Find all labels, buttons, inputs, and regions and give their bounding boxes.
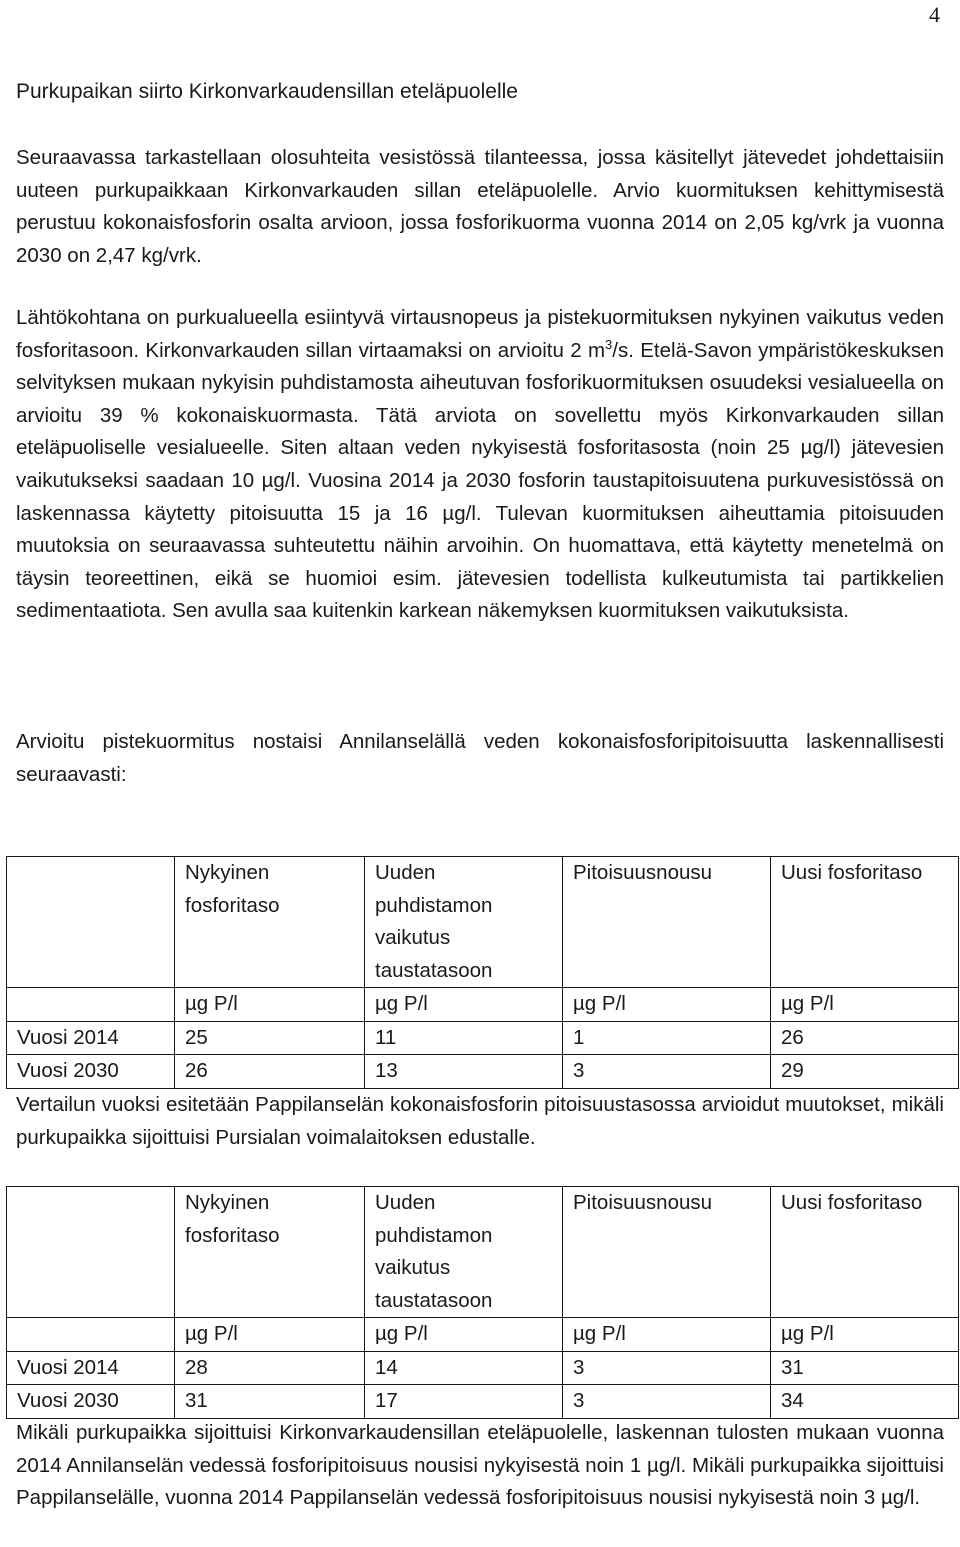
table-row	[7, 1055, 959, 1089]
value-cell: 14	[365, 1351, 563, 1385]
value-cell: 11	[365, 1021, 563, 1055]
unit-cell: µg P/l	[563, 988, 771, 1022]
value-cell: 3	[563, 1351, 771, 1385]
header-cell-new-level: Uusi fosforitaso	[771, 1187, 959, 1318]
year-cell: Vuosi 2030	[7, 1055, 175, 1089]
unit-cell: µg P/l	[365, 1318, 563, 1352]
unit-cell	[7, 988, 175, 1022]
value-cell: 31	[771, 1351, 959, 1385]
page-number: 4	[929, 2, 940, 27]
value-cell: 28	[175, 1351, 365, 1385]
value-cell: 3	[563, 1055, 771, 1089]
table-pappilanselka	[6, 1186, 959, 1419]
value-cell: 26	[175, 1055, 365, 1089]
table-header-row	[7, 1187, 959, 1318]
table-unit-row	[7, 988, 959, 1022]
value-cell: 26	[771, 1021, 959, 1055]
year-cell: Vuosi 2014	[7, 1351, 175, 1385]
value-cell: 13	[365, 1055, 563, 1089]
table-row	[7, 1351, 959, 1385]
paragraph-intro: Seuraavassa tarkastellaan olosuhteita vesistössä tilanteessa, jossa käsitellyt jätevedet johdettaisiin uuteen purkupaikkaan Kirkonvarkauden sillan eteläpuolelle. Arvio kuormituksen kehittymisestä perustuu kokonaisfosforin osalta arvioon, jossa fosforikuorma vuonna 2014 on 2,05 kg/vrk ja vuonna 2030 on 2,47 kg/vrk.	[16, 146, 944, 267]
header-cell-new-plant-effect: Uuden puhdistamon vaikutus taustatasoon	[365, 1187, 563, 1318]
header-cell-empty	[7, 857, 175, 988]
unit-cell: µg P/l	[771, 1318, 959, 1352]
paragraph-method	[16, 302, 944, 628]
unit-cell: µg P/l	[563, 1318, 771, 1352]
value-cell: 17	[365, 1385, 563, 1419]
table-annilanselka	[6, 856, 959, 1089]
unit-cell: µg P/l	[771, 988, 959, 1022]
paragraph-conclusion: Mikäli purkupaikka sijoittuisi Kirkonvarkaudensillan eteläpuolelle, laskennan tulosten mukaan vuonna 2014 Annilanselän vedessä fosforipitoisuus nousisi nykyisestä noin 1 µg/l. Mikäli purkupaikka sijoittuisi Pappilanselälle, vuonna 2014 Pappilanselän vedessä fosforipitoisuus nousisi nykyisestä noin 3 µg/l.	[16, 1421, 944, 1510]
value-cell: 34	[771, 1385, 959, 1419]
table-row	[7, 1021, 959, 1055]
value-cell: 25	[175, 1021, 365, 1055]
table-row	[7, 1385, 959, 1419]
header-cell-increase: Pitoisuusnousu	[563, 1187, 771, 1318]
paragraph-method-part-1: Lähtökohtana on purkualueella esiintyvä virtausnopeus ja pistekuormituksen nykyinen vaikutus veden fosforitasoon. Kirkonvarkauden sillan virtaamaksi on arvioitu 2 m	[16, 306, 944, 362]
header-cell-new-plant-effect: Uuden puhdistamon vaikutus taustatasoon	[365, 857, 563, 988]
year-cell: Vuosi 2030	[7, 1385, 175, 1419]
value-cell: 3	[563, 1385, 771, 1419]
header-cell-increase: Pitoisuusnousu	[563, 857, 771, 988]
header-cell-current-level: Nykyinen fosforitaso	[175, 857, 365, 988]
paragraph-table2-intro: Vertailun vuoksi esitetään Pappilanselän kokonaisfosforin pitoisuustasossa arvioidut muutokset, mikäli purkupaikka sijoittuisi Pursialan voimalaitoksen edustalle.	[16, 1093, 944, 1149]
unit-cell: µg P/l	[365, 988, 563, 1022]
superscript-exponent: 3	[605, 336, 613, 352]
table-header-row	[7, 857, 959, 988]
section-heading: Purkupaikan siirto Kirkonvarkaudensillan eteläpuolelle	[16, 80, 518, 103]
unit-cell: µg P/l	[175, 1318, 365, 1352]
value-cell: 29	[771, 1055, 959, 1089]
value-cell: 1	[563, 1021, 771, 1055]
table-unit-row	[7, 1318, 959, 1352]
header-cell-current-level: Nykyinen fosforitaso	[175, 1187, 365, 1318]
value-cell: 31	[175, 1385, 365, 1419]
paragraph-method-part-2: /s. Etelä-Savon ympäristökeskuksen selvityksen mukaan nykyisin puhdistamosta aiheutuvan fosforikuormituksen osuudeksi vesialueella on arvioitu 39 % kokonaiskuormasta. Tätä arviota on sovellettu myös Kirkonvarkauden sillan eteläpuoliselle vesialueelle. Siten altaan veden nykyisestä fosforitasosta (noin 25 µg/l) jätevesien vaikutukseksi saadaan 10 µg/l. Vuosina 2014 ja 2030 fosforin taustapitoisuutena purkuvesistössä on laskennassa käytetty pitoisuutta 15 ja 16 µg/l. Tulevan kuormituksen aiheuttamia pitoisuuden muutoksia on seuraavassa suhteutettu näihin arvoihin. On huomattava, että käytetty menetelmä on täysin teoreettinen, eikä se huomioi esim. jätevesien todellista kulkeutumista tai partikkelien sedimentaatiota. Sen avulla saa kuitenkin karkean näkemyksen kuormituksen vaikutuksista.	[16, 338, 944, 623]
header-cell-empty	[7, 1187, 175, 1318]
header-cell-new-level: Uusi fosforitaso	[771, 857, 959, 988]
year-cell: Vuosi 2014	[7, 1021, 175, 1055]
unit-cell	[7, 1318, 175, 1352]
unit-cell: µg P/l	[175, 988, 365, 1022]
paragraph-table1-intro: Arvioitu pistekuormitus nostaisi Annilanselällä veden kokonaisfosforipitoisuutta laskennallisesti seuraavasti:	[16, 730, 944, 786]
